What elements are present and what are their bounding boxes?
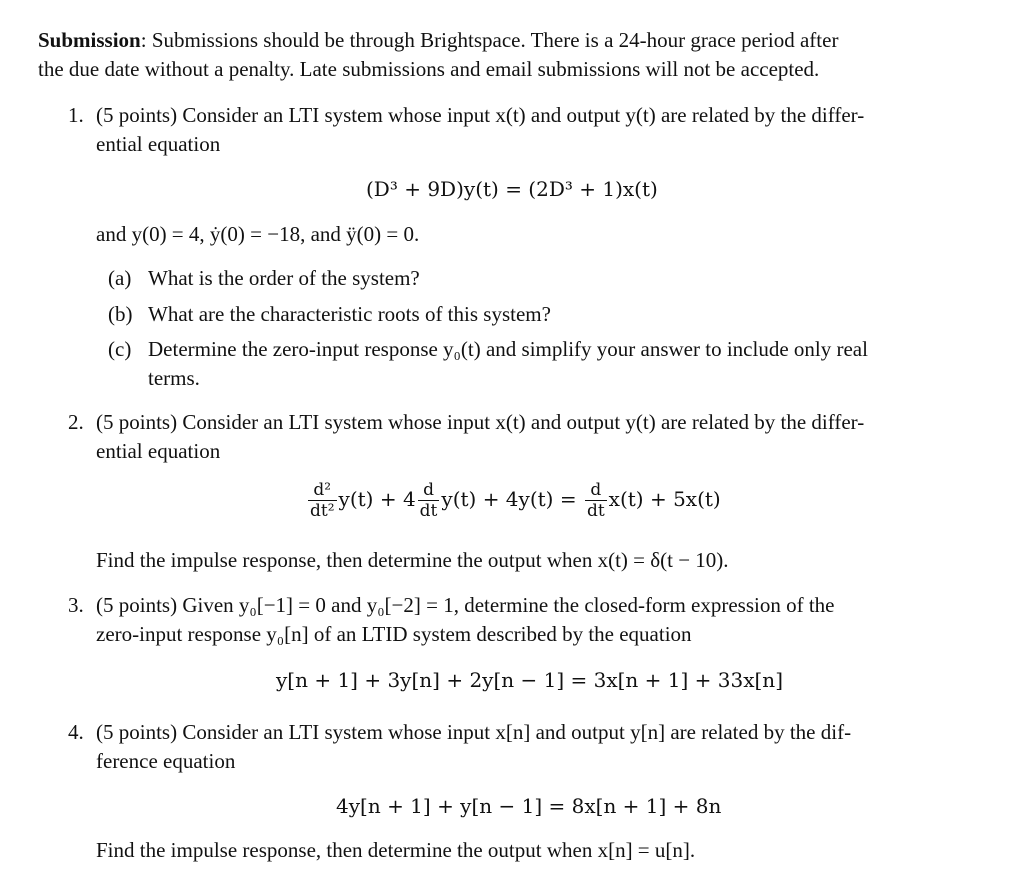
frac-2-den: dt bbox=[419, 501, 438, 521]
problem-2-intro-2: ential equation bbox=[96, 439, 221, 463]
frac-d2-dt2 bbox=[308, 480, 337, 521]
problem-1-part-b-text: What are the characteristic roots of this system? bbox=[148, 302, 551, 326]
problem-3-intro-2: zero-input response y₀[n] of an LTID system described by the equation bbox=[96, 622, 692, 646]
problem-1-part-b-label: (b) bbox=[108, 302, 133, 326]
frac-3-den: dt bbox=[586, 501, 605, 521]
problem-1-part-a-label: (a) bbox=[108, 266, 132, 290]
frac-d-dt-2 bbox=[585, 480, 607, 521]
submission-text-1: : Submissions should be through Brightspace. There is a 24-hour grace period after bbox=[140, 28, 839, 52]
frac-1-num: d² bbox=[308, 480, 337, 501]
problem-3-number: 3. bbox=[68, 593, 84, 617]
problem-2-task: Find the impulse response, then determine the output when x(t) = δ(t − 10). bbox=[96, 548, 729, 572]
problem-3-intro-1: (5 points) Given y₀[−1] = 0 and y₀[−2] = 1, determine the closed-form expression of the bbox=[96, 593, 835, 617]
problem-1-intro-1: (5 points) Consider an LTI system whose input x(t) and output y(t) are related by the differ- bbox=[96, 103, 865, 127]
eq-part-2: y(t) + 4y(t) = bbox=[441, 487, 577, 511]
problem-4-intro-2: ference equation bbox=[96, 749, 236, 773]
problem-2-equation bbox=[306, 478, 721, 521]
submission-label: Submission bbox=[38, 28, 141, 52]
problem-1-conditions: and y(0) = 4, ẏ(0) = −18, and ÿ(0) = 0. bbox=[96, 222, 420, 246]
problem-1-part-c-text-cont: terms. bbox=[148, 366, 200, 390]
problem-1-number: 1. bbox=[68, 103, 84, 127]
problem-1-part-c-label: (c) bbox=[108, 337, 132, 361]
problem-4-task: Find the impulse response, then determine the output when x[n] = u[n]. bbox=[96, 838, 696, 862]
eq-part-1: y(t) + 4 bbox=[338, 487, 416, 511]
problem-1-part-c-text: Determine the zero-input response y₀(t) and simplify your answer to include only real bbox=[148, 337, 868, 361]
frac-3-num: d bbox=[585, 480, 607, 501]
frac-d-dt-1 bbox=[418, 480, 440, 521]
problem-1-equation: (D³ + 9D)y(t) = (2D³ + 1)x(t) bbox=[366, 177, 658, 201]
problem-4-number: 4. bbox=[68, 720, 84, 744]
problem-3-equation: y[n + 1] + 3y[n] + 2y[n − 1] = 3x[n + 1] + 33x[n] bbox=[276, 668, 783, 692]
problem-4-equation: 4y[n + 1] + y[n − 1] = 8x[n + 1] + 8n bbox=[336, 794, 722, 818]
eq-part-3: x(t) + 5x(t) bbox=[608, 487, 721, 511]
problem-2-number: 2. bbox=[68, 410, 84, 434]
submission-line-1 bbox=[38, 26, 838, 54]
problem-4-intro-1: (5 points) Consider an LTI system whose input x[n] and output y[n] are related by the dif- bbox=[96, 720, 852, 744]
problem-1-part-a-text: What is the order of the system? bbox=[148, 266, 420, 290]
frac-1-den: dt² bbox=[310, 501, 335, 521]
frac-2-num: d bbox=[418, 480, 440, 501]
problem-1-intro-2: ential equation bbox=[96, 132, 221, 156]
submission-line-2: the due date without a penalty. Late submissions and email submissions will not be accepted. bbox=[38, 57, 820, 81]
problem-2-intro-1: (5 points) Consider an LTI system whose input x(t) and output y(t) are related by the differ- bbox=[96, 410, 865, 434]
